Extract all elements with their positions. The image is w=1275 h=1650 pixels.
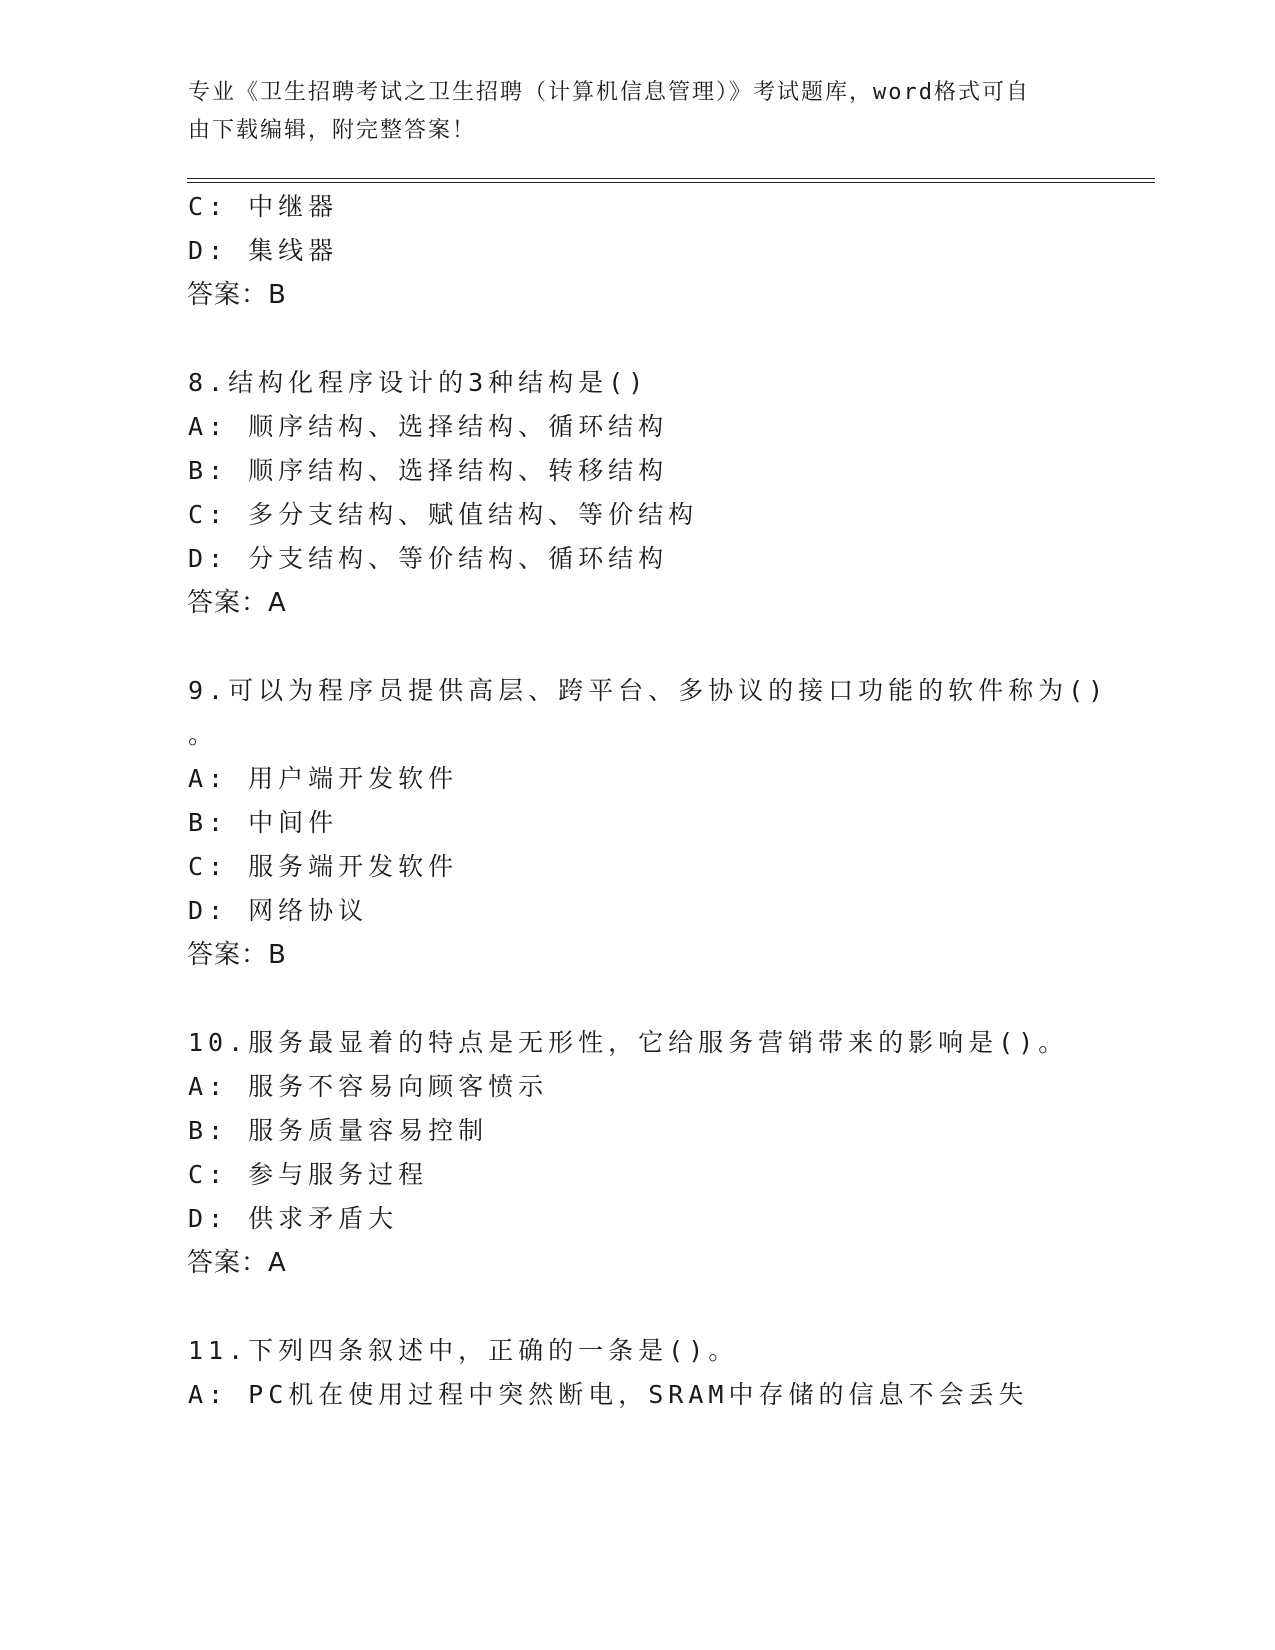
document-header	[188, 74, 1088, 150]
question-8: 8.结构化程序设计的3种结构是()	[188, 368, 649, 397]
question-10: 10.服务最显着的特点是无形性，它给服务营销带来的影响是()。	[188, 1028, 1069, 1057]
header-divider-bottom	[187, 182, 1155, 183]
header-divider-top	[187, 178, 1155, 179]
option-7c: C: 中继器	[188, 192, 339, 221]
option-9c: C: 服务端开发软件	[188, 852, 459, 881]
option-7d: D: 集线器	[188, 236, 339, 265]
option-8d: D: 分支结构、等价结构、循环结构	[188, 544, 669, 573]
option-9a: A: 用户端开发软件	[188, 764, 459, 793]
answer-7: 答案：B	[187, 280, 287, 310]
option-8a: A: 顺序结构、选择结构、循环结构	[188, 412, 669, 441]
option-10a: A: 服务不容易向顾客愤示	[188, 1072, 549, 1101]
question-9-continued: 。	[188, 720, 219, 749]
option-9b: B: 中间件	[188, 808, 339, 837]
question-11: 11.下列四条叙述中，正确的一条是()。	[188, 1336, 739, 1365]
option-11a: A: PC机在使用过程中突然断电，SRAM中存储的信息不会丢失	[188, 1380, 1029, 1409]
answer-10: 答案：A	[187, 1248, 287, 1278]
option-9d: D: 网络协议	[188, 896, 369, 925]
question-9: 9.可以为程序员提供高层、跨平台、多协议的接口功能的软件称为()	[188, 676, 1109, 705]
option-10d: D: 供求矛盾大	[188, 1204, 399, 1233]
option-8c: C: 多分支结构、赋值结构、等价结构	[188, 500, 699, 529]
header-line-1: 专业《卫生招聘考试之卫生招聘（计算机信息管理）》考试题库，word格式可自	[188, 80, 1030, 105]
option-10b: B: 服务质量容易控制	[188, 1116, 489, 1145]
answer-9: 答案：B	[187, 940, 287, 970]
header-line-2: 由下载编辑，附完整答案！	[188, 118, 477, 143]
option-8b: B: 顺序结构、选择结构、转移结构	[188, 456, 669, 485]
answer-8: 答案：A	[187, 588, 287, 618]
option-10c: C: 参与服务过程	[188, 1160, 429, 1189]
